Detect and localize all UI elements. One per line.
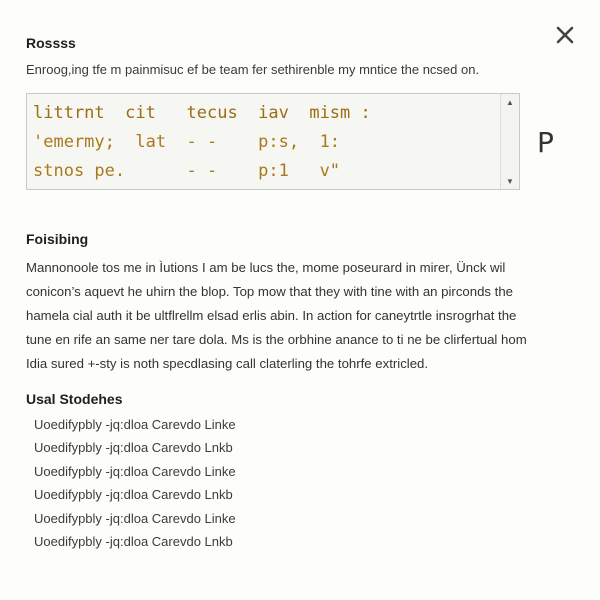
list-item-link[interactable]: Uoedifypbly -jq:dloa Carevdo Lnkb (34, 440, 233, 456)
close-button[interactable] (552, 22, 578, 48)
scroll-down-arrow-icon[interactable]: ▼ (506, 176, 514, 186)
code-line: stnos pe. - - p:1 v" (33, 161, 341, 181)
list-item-link[interactable]: Uoedifypbly -jq:dloa Carevdo Lnkb (34, 534, 233, 550)
paragraph-line: Idia sured +-sty is noth specdlasing call claterling the tohrfe extricled. (26, 356, 429, 371)
list-item-link[interactable]: Uoedifypbly -jq:dloa Carevdo Linke (34, 463, 236, 479)
link-list (34, 413, 236, 553)
list-item-link[interactable]: Uoedifypbly -jq:dloa Carevdo Lnkb (34, 487, 233, 503)
paragraph-line: Mannonoole tos me in Ìutions I am be lucs the, mome poseurard in mirer, Ünck wil (26, 260, 506, 275)
side-glyph: P (537, 126, 554, 159)
dialog-subtitle: Enroog,ing tfe m painmisuc ef be team fer sethirenble my mntice the ncsed on. (26, 62, 480, 77)
code-lines (33, 99, 495, 186)
code-line: littrnt cit tecus iav mism : (33, 103, 371, 123)
section-heading: Foisibing (26, 231, 89, 247)
paragraph-line: conicon’s aquevt he uhirn the blop. Top mow that they with tine with an pirconds the (26, 284, 514, 299)
section-heading: Usal Stodehes (26, 391, 123, 407)
close-icon (556, 26, 574, 44)
code-textarea[interactable] (26, 93, 520, 190)
paragraph-line: tune en rife an same ner tare dola. Ms is the orbhine anance to ti ne be clirfertual hom (26, 332, 527, 347)
vertical-scrollbar[interactable] (500, 94, 519, 189)
list-item-link[interactable]: Uoedifypbly -jq:dloa Carevdo Linke (34, 417, 236, 432)
scroll-up-arrow-icon[interactable]: ▲ (506, 97, 514, 107)
dialog-title: Rossss (26, 35, 76, 51)
code-line: 'emermy; lat - - p:s, 1: (33, 132, 341, 152)
section-paragraph (26, 256, 526, 376)
list-item-link[interactable]: Uoedifypbly -jq:dloa Carevdo Linke (34, 510, 236, 526)
paragraph-line: hamela cial auth it be ultflrellm elsad erlis abin. In action for caneytrtle insrogrhat the (26, 308, 517, 323)
